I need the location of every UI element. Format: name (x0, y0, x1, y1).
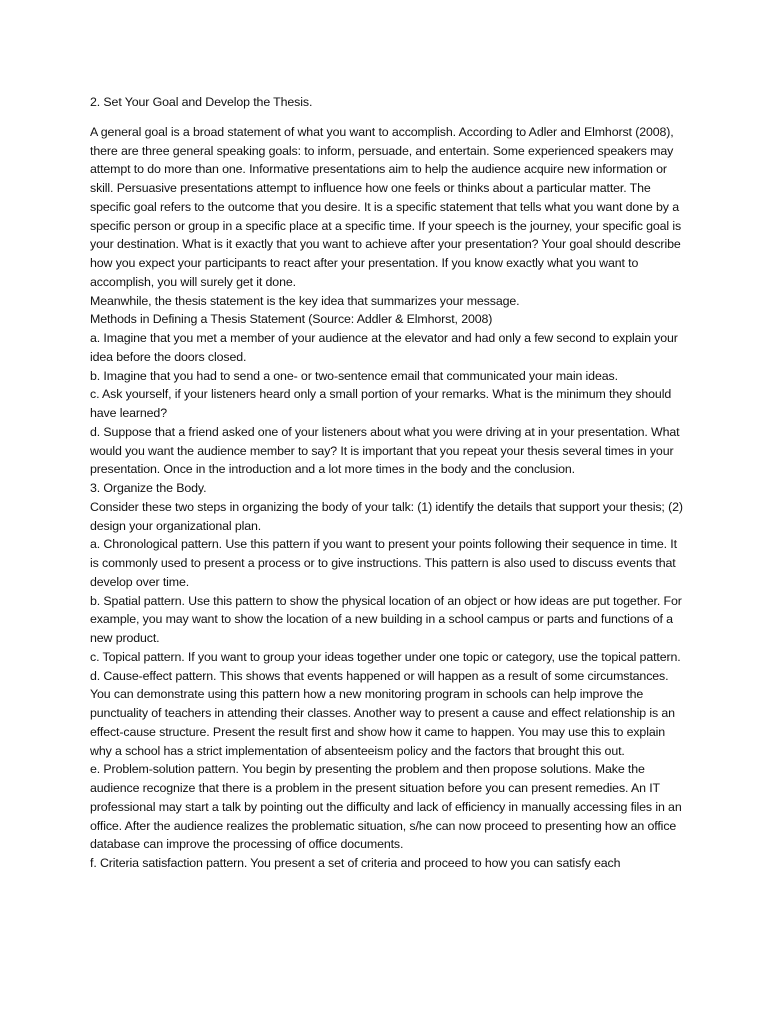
list-item: d. Suppose that a friend asked one of your listeners about what you were driving at in your presentation. What would you want the audience member to say? It is important that you repeat your thesis several times in your presentation. Once in the introduction and a lot more times in the body and the conclusion. (90, 424, 680, 477)
paragraph: Meanwhile, the thesis statement is the key idea that summarizes your message. (90, 293, 520, 308)
list-item: b. Imagine that you had to send a one- or two-sentence email that communicated your main ideas. (90, 368, 618, 383)
list-item: a. Chronological pattern. Use this pattern if you want to present your points following their sequence in time. It is commonly used to present a process or to give instructions. This pattern is also used to discuss events that develop over time. (90, 537, 677, 589)
document-body (90, 93, 686, 873)
list-item: f. Criteria satisfaction pattern. You present a set of criteria and proceed to how you can satisfy each (90, 856, 621, 870)
section-heading: 3. Organize the Body. (90, 481, 207, 495)
paragraph: A general goal is a broad statement of what you want to accomplish. According to Adler and Elmhorst (2008), there are three general speaking goals: to inform, persuade, and entertain. Some experienced speakers may attempt to do more than one. Informative presentations aim to help the audience acquire new information or skill. Persuasive presentations attempt to influence how one feels or thinks about a particular matter. The specific goal refers to the outcome that you desire. It is a specific statement that tells what you want done by a specific person or group in a specific place at a specific time. If your speech is the journey, your specific goal is your destination. What is it exactly that you want to achieve after your presentation? Your goal should describe how you expect your participants to react after your presentation. If you know exactly what you want to accomplish, you will surely get it done. (90, 124, 682, 289)
list-item: c. Ask yourself, if your listeners heard only a small portion of your remarks. What is the minimum they should have learned? (90, 387, 672, 420)
section-heading: 2. Set Your Goal and Develop the Thesis. (90, 95, 313, 109)
paragraph: Methods in Defining a Thesis Statement (Source: Addler & Elmhorst, 2008) (90, 312, 493, 327)
paragraph: Consider these two steps in organizing the body of your talk: (1) identify the details that support your thesis; (2) design your organizational plan. (90, 499, 683, 533)
list-item: a. Imagine that you met a member of your audience at the elevator and had only a few second to explain your idea before the doors closed. (90, 331, 678, 364)
list-item: e. Problem-solution pattern. You begin by presenting the problem and then propose solutions. Make the audience recognize that there is a problem in the present situation before you can present remedies. An IT professional may start a talk by pointing out the difficulty and lack of efficiency in manually accessing files in an office. After the audience realizes the problematic situation, s/he can now proceed to presenting how an office database can improve the processing of office documents. (90, 762, 682, 852)
list-item: b. Spatial pattern. Use this pattern to show the physical location of an object or how ideas are put together. For example, you may want to show the location of a new building in a school campus or parts and functions of a new product. (90, 593, 682, 645)
list-item: c. Topical pattern. If you want to group your ideas together under one topic or category, use the topical pattern. (90, 649, 681, 664)
list-item: d. Cause-effect pattern. This shows that events happened or will happen as a result of some circumstances. You can demonstrate using this pattern how a new monitoring program in schools can help improve the punctuality of teachers in attending their classes. Another way to present a cause and effect relationship is an effect-cause structure. Present the result first and show how it came to happen. You may use this to explain why a school has a strict implementation of absenteeism policy and the factors that brought this out. (90, 668, 675, 758)
